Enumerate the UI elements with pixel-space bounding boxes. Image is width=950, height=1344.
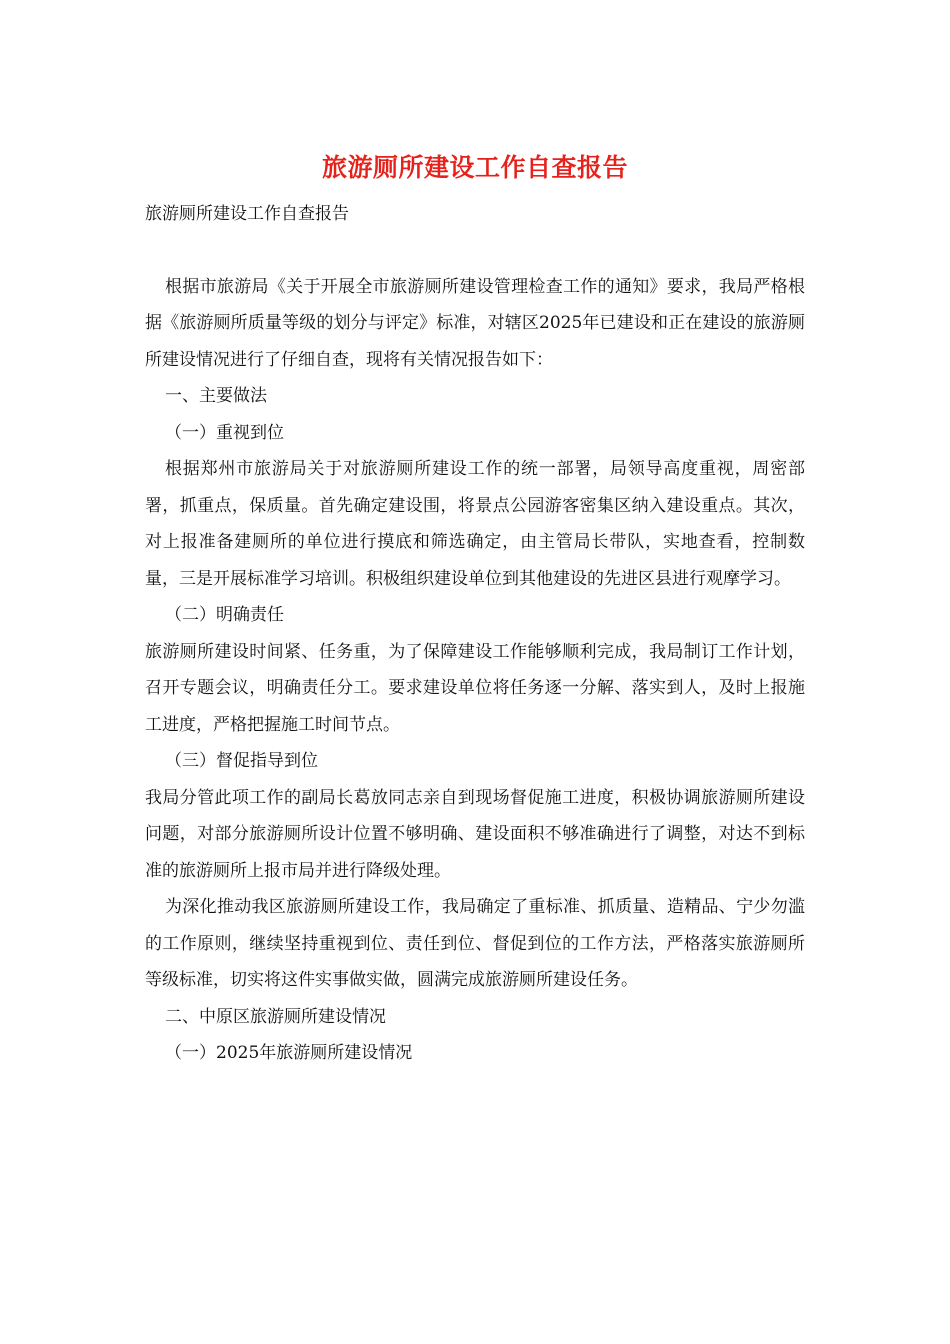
subsection-heading-emphasis: （一）重视到位 [165,422,284,443]
document-body [145,148,805,1072]
paragraph-principles: 为深化推动我区旅游厕所建设工作，我局确定了重标准、抓质量、造精品、宁少勿滥的工作原则，继续坚持重视到位、责任到位、督促到位的工作方法，严格落实旅游厕所等级标准，切实将这件实事做实做，圆满完成旅游厕所建设任务。 [145,897,805,990]
subsection-heading-supervision: （三）督促指导到位 [165,751,318,771]
intro-paragraph: 根据市旅游局《关于开展全市旅游厕所建设管理检查工作的通知》要求，我局严格根据《旅游厕所质量等级的划分与评定》标准，对辖区2025年已建设和正在建设的旅游厕所建设情况进行了仔细自查，现将有关情况报告如下： [145,276,805,370]
paragraph-responsibility: 旅游厕所建设时间紧、任务重，为了保障建设工作能够顺利完成，我局制订工作计划，召开专题会议，明确责任分工。要求建设单位将任务逐一分解、落实到人，及时上报施工进度，严格把握施工时间节点。 [145,641,805,735]
section-heading-construction-status: 二、中原区旅游厕所建设情况 [165,1006,386,1027]
document-subtitle: 旅游厕所建设工作自查报告 [145,204,349,224]
subsection-heading-2025-status: （一）2025年旅游厕所建设情况 [165,1043,413,1063]
paragraph-supervision: 我局分管此项工作的副局长葛放同志亲自到现场督促施工进度，积极协调旅游厕所建设问题，对部分旅游厕所设计位置不够明确、建设面积不够准确进行了调整，对达不到标准的旅游厕所上报市局并进行降级处理。 [145,787,805,881]
subsection-heading-responsibility: （二）明确责任 [165,605,284,625]
section-heading-main-practices: 一、主要做法 [165,386,267,406]
blank-line [145,233,805,269]
paragraph-deployment: 根据郑州市旅游局关于对旅游厕所建设工作的统一部署，局领导高度重视，周密部署，抓重点，保质量。首先确定建设围，将景点公园游客密集区纳入建设重点。其次，对上报准备建厕所的单位进行摸底和筛选确定，由主管局长带队，实地查看，控制数量，三是开展标准学习培训。积极组织建设单位到其他建设的先进区县进行观摩学习。 [145,459,805,589]
document-title: 旅游厕所建设工作自查报告 [321,153,628,182]
